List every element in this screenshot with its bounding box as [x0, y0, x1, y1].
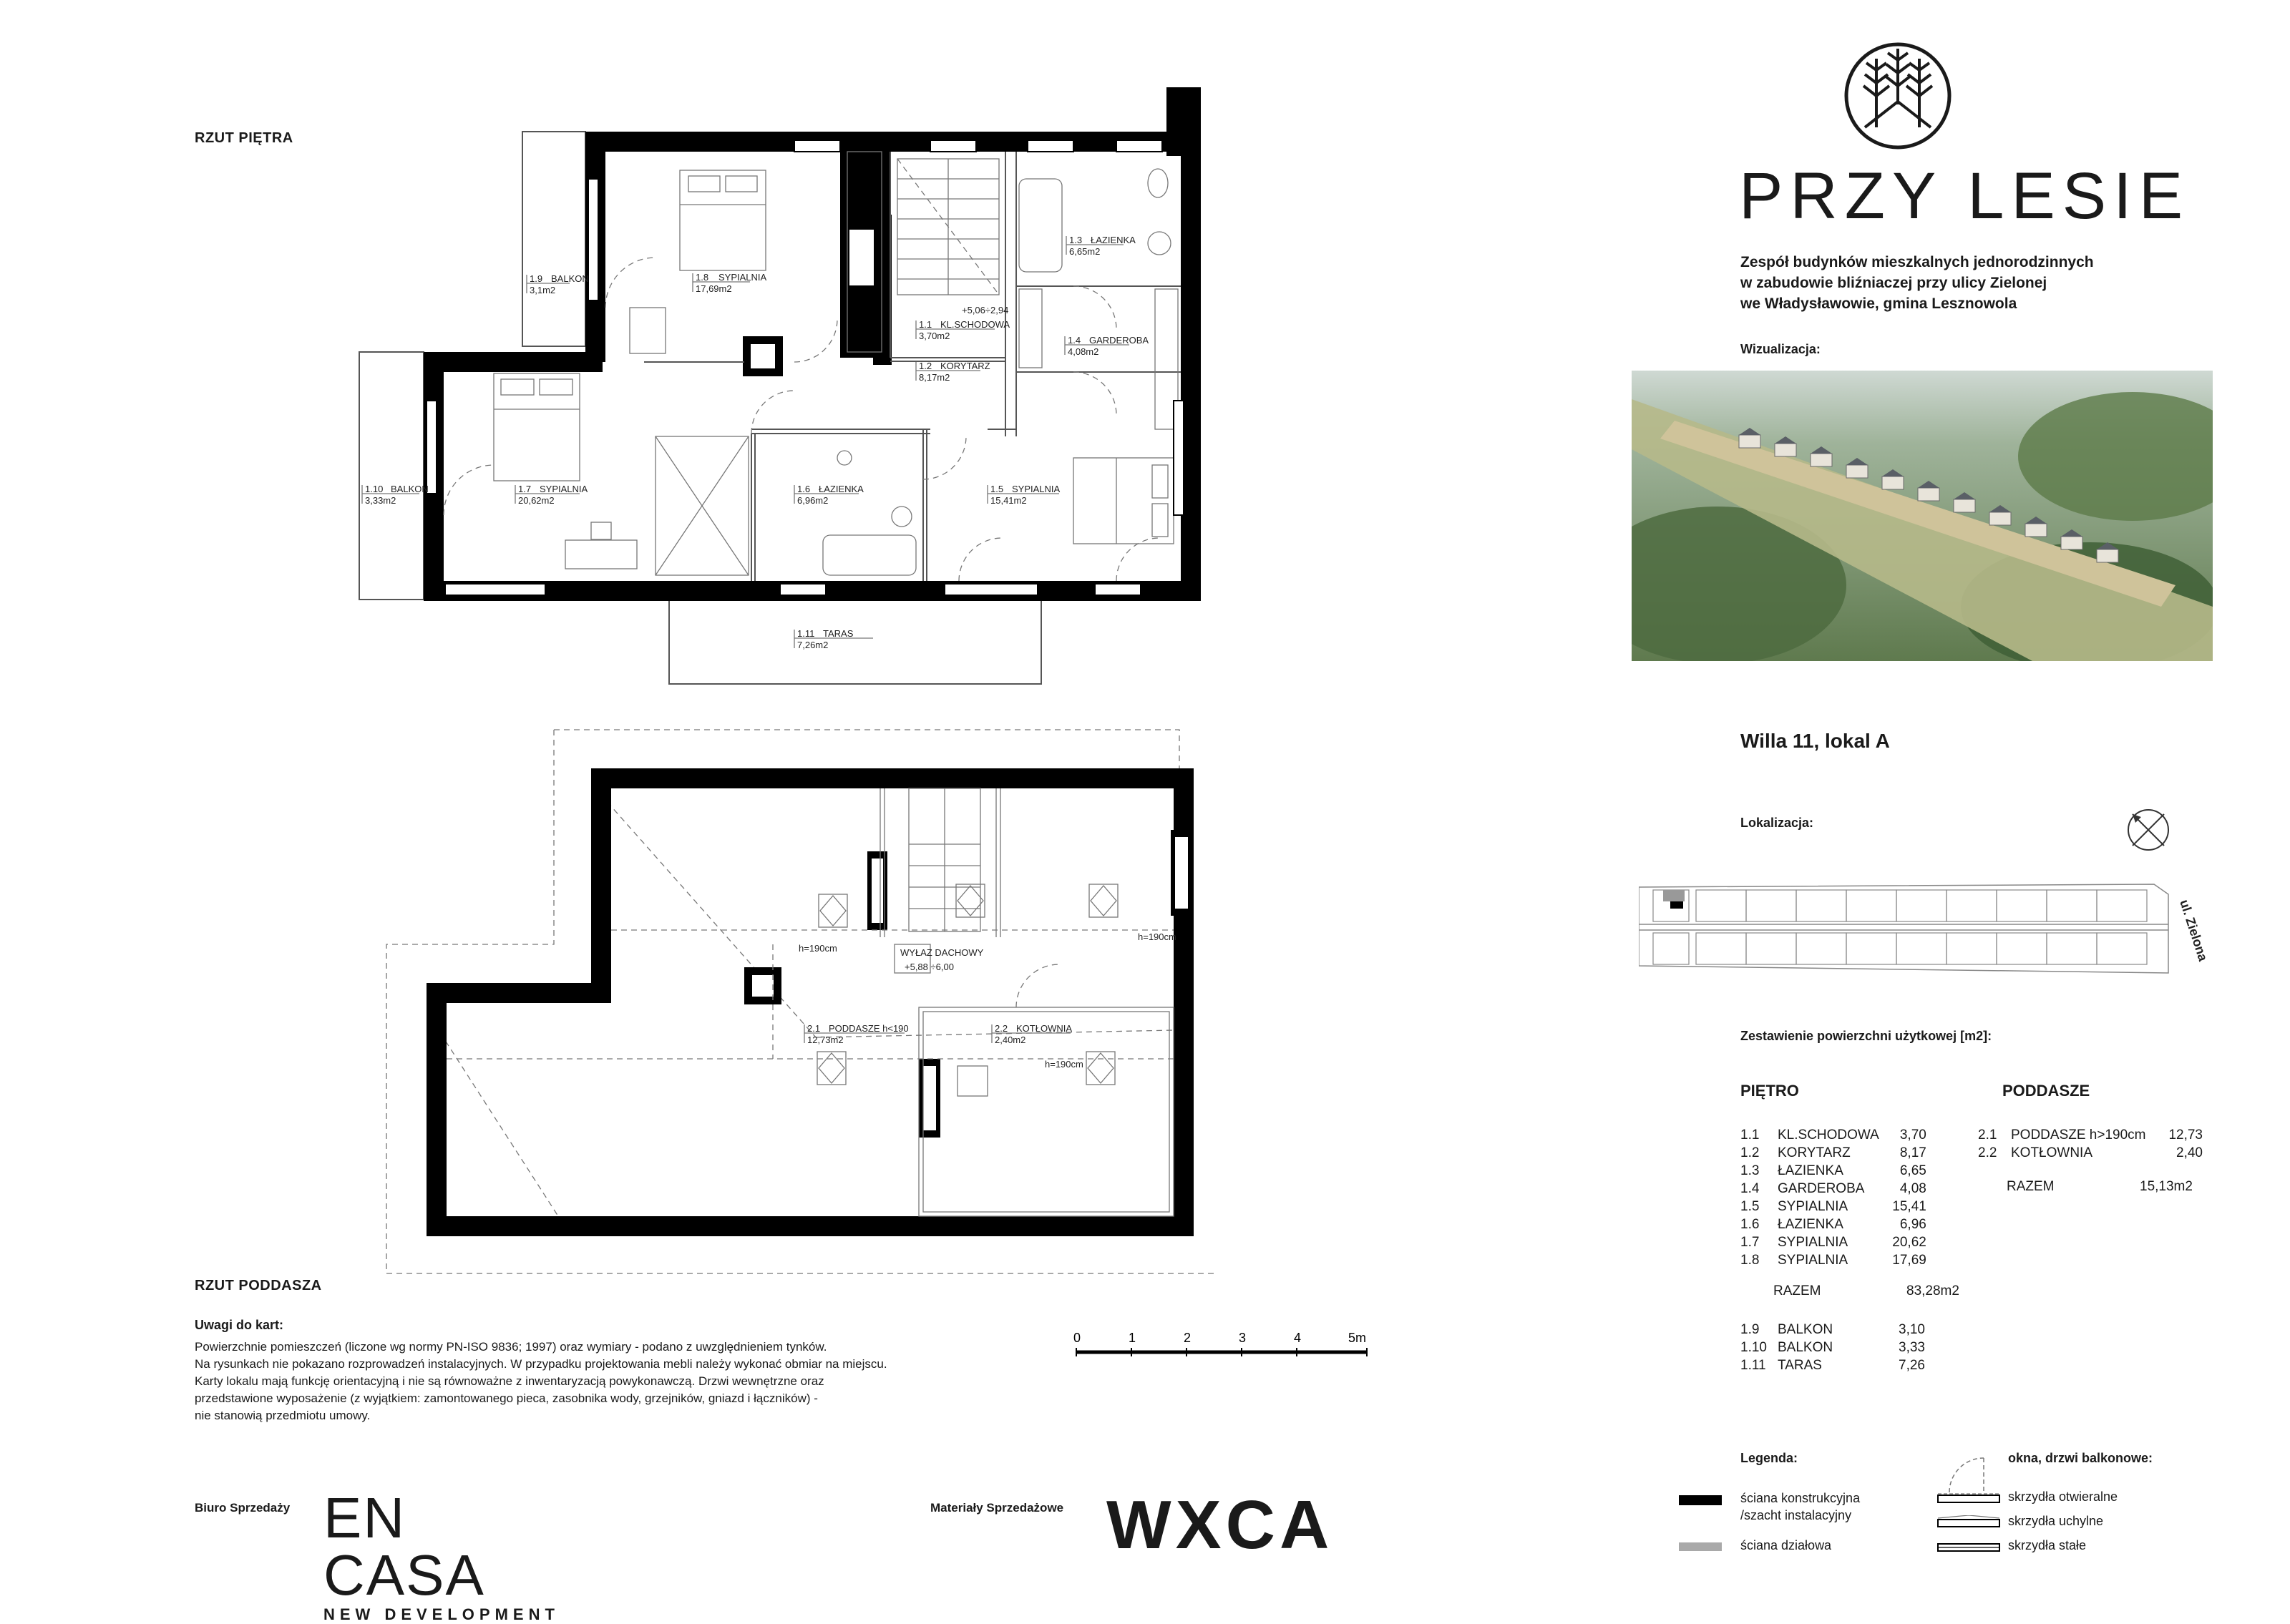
summary-title: Zestawienie powierzchni użytkowej [m2]: — [1740, 1029, 1992, 1043]
room-tag-1-11-no: 1.11 — [797, 628, 815, 639]
notes-line-5: nie stanowią przedmiotu umowy. — [195, 1409, 371, 1422]
legend-fixed: skrzydła stałe — [2008, 1538, 2087, 1552]
room-tag-1-8-name: SYPIALNIA — [718, 272, 767, 283]
materials-label: Materiały Sprzedażowe — [930, 1501, 1064, 1515]
row-no: 2.1 — [1978, 1127, 1997, 1143]
room-tag-2-1-area: 12,73m2 — [807, 1034, 844, 1045]
row-no: 1.10 — [1740, 1340, 1767, 1355]
room-tag-1-5-area: 15,41m2 — [990, 495, 1027, 506]
row-name: SYPIALNIA — [1778, 1199, 1848, 1214]
h190-label-2: h=190cm — [1138, 931, 1176, 942]
h190-label-1: h=190cm — [799, 943, 837, 954]
windows-title: okna, drzwi balkonowe: — [2008, 1451, 2153, 1465]
room-tag-2-2-name: KOTŁOWNIA — [1016, 1023, 1073, 1034]
scale-5: 5m — [1348, 1331, 1367, 1345]
row-no: 1.4 — [1740, 1181, 1760, 1196]
window-tilting-icon — [1936, 1515, 2001, 1530]
pietro-total-label: RAZEM — [1773, 1283, 1821, 1298]
room-tag-1-3-area: 6,65m2 — [1069, 246, 1101, 257]
terrace-1-11 — [669, 598, 1041, 684]
site-plan-map — [1639, 880, 2218, 987]
row-no: 1.1 — [1740, 1127, 1760, 1143]
window-opening-icon — [1936, 1491, 2001, 1505]
row-area: 3,33 — [1899, 1340, 1925, 1355]
room-tag-1-6-area: 6,96m2 — [797, 495, 829, 506]
row-name: PODDASZE h>190cm — [2011, 1127, 2146, 1143]
room-tag-1-10-name: BALKON — [391, 484, 429, 494]
summary-row — [1978, 1144, 2207, 1162]
attic-structural-walls — [427, 768, 1194, 1236]
balcony-1-10 — [359, 352, 424, 600]
row-area: 7,26 — [1899, 1358, 1925, 1373]
room-tag-1-6-name: ŁAZIENKA — [819, 484, 864, 494]
row-area: 6,65 — [1899, 1163, 1926, 1178]
poddasze-table — [1978, 1126, 2207, 1162]
legend-structural — [1740, 1490, 1860, 1524]
legend-partition: ściana działowa — [1740, 1538, 1832, 1552]
street-label: ul. Zielona — [2177, 898, 2211, 963]
notes-title: Uwagi do kart: — [195, 1318, 284, 1332]
room-tag-1-2-name: KORYTARZ — [940, 361, 990, 371]
brand-description — [1740, 252, 2094, 314]
scale-bar — [1066, 1329, 1381, 1362]
brand-desc-line-3: we Władysławowie, gmina Lesznowola — [1740, 295, 2017, 312]
row-area: 20,62 — [1892, 1235, 1926, 1250]
poddasze-total: 15,13m2 — [2140, 1179, 2193, 1194]
summary-row — [1740, 1126, 1931, 1144]
room-tag-1-1-area: 3,70m2 — [919, 331, 950, 341]
scale-3: 3 — [1239, 1331, 1247, 1345]
notes-block — [195, 1318, 1018, 1424]
room-tag-1-3-name: ŁAZIENKA — [1091, 235, 1136, 245]
row-no: 1.11 — [1740, 1358, 1766, 1373]
brand-desc-line-1: Zespół budynków mieszkalnych jednorodzinnych — [1740, 254, 2094, 270]
room-tag-1-2-no: 1.2 — [919, 361, 932, 371]
legend-structural-line-2: /szacht instalacyjny — [1740, 1508, 1852, 1522]
floor-staircase — [897, 159, 999, 295]
scale-2: 2 — [1184, 1331, 1192, 1345]
room-tag-1-5-name: SYPIALNIA — [1012, 484, 1061, 494]
row-name: GARDEROBA — [1778, 1181, 1865, 1196]
summary-row — [1740, 1215, 1931, 1233]
encasa-logo — [323, 1486, 567, 1624]
row-no: 1.8 — [1740, 1253, 1760, 1268]
legend-title: Legenda: — [1740, 1451, 1798, 1465]
row-area: 6,96 — [1899, 1217, 1926, 1232]
legend-tilting: skrzydła uchylne — [2008, 1514, 2104, 1528]
scale-4: 4 — [1294, 1331, 1302, 1345]
brand-desc-line-2: w zabudowie bliźniaczej przy ulicy Zielonej — [1740, 275, 2047, 291]
room-tag-1-7-name: SYPIALNIA — [540, 484, 588, 494]
scale-0: 0 — [1073, 1331, 1081, 1345]
aerial-visualization — [1632, 371, 2213, 661]
balcony-1-9 — [522, 132, 585, 346]
row-area: 3,70 — [1899, 1127, 1926, 1143]
unit-title: Willa 11, lokal A — [1740, 730, 1890, 752]
encasa-main: EN CASA — [323, 1486, 485, 1607]
floor-structural-walls — [424, 87, 1201, 601]
room-tag-1-10-no: 1.10 — [365, 484, 384, 494]
pietro-table — [1740, 1126, 1931, 1269]
room-tag-1-11-name: TARAS — [823, 628, 854, 639]
room-tag-1-8-no: 1.8 — [696, 272, 709, 283]
north-arrow-icon — [2125, 807, 2171, 853]
notes-line-3: Karty lokalu mają funkcję orientacyjną i nie są równoważne z inwentaryzacją powykonawczą. Drzwi wewnętrzne oraz — [195, 1374, 824, 1388]
floor-plan-title: RZUT PIĘTRA — [195, 130, 293, 146]
tree-logo-icon — [1843, 41, 1952, 150]
room-tag-1-4-area: 4,08m2 — [1068, 346, 1099, 357]
room-tag-1-3-no: 1.3 — [1069, 235, 1083, 245]
row-no: 1.3 — [1740, 1163, 1760, 1178]
poddasze-heading: PODDASZE — [2002, 1082, 2090, 1100]
room-tag-1-9-no: 1.9 — [530, 273, 543, 284]
row-no: 1.2 — [1740, 1145, 1760, 1160]
row-name: ŁAZIENKA — [1778, 1217, 1843, 1232]
room-tag-1-4-name: GARDEROBA — [1089, 335, 1149, 346]
attic-plan-title: RZUT PODDASZA — [195, 1278, 322, 1293]
notes-line-4: przedstawione wyposażenie (z wyjątkiem: zamontowanego pieca, zasobnika wody, grzejników, gniazd i łączników) - — [195, 1391, 818, 1405]
summary-row — [1740, 1321, 1929, 1339]
room-tag-2-2-area: 2,40m2 — [995, 1034, 1026, 1045]
legend-structural-line-1: ściana konstrukcyjna — [1740, 1491, 1861, 1505]
window-symbol-icon — [1944, 1452, 1994, 1495]
room-tag-1-7-area: 20,62m2 — [518, 495, 555, 506]
row-name: BALKON — [1778, 1322, 1833, 1337]
legend-partition-swatch — [1679, 1542, 1722, 1551]
notes-line-1: Powierzchnie pomieszczeń (liczone wg normy PN-ISO 9836; 1997) oraz wymiary - podano z uwzględnieniem tynków. — [195, 1340, 827, 1354]
legend-opening: skrzydła otwieralne — [2008, 1490, 2118, 1504]
summary-row — [1740, 1356, 1929, 1374]
room-tag-1-2-area: 8,17m2 — [919, 372, 950, 383]
floor-doors — [444, 258, 1159, 581]
room-tag-2-1-name: PODDASZE h<190 — [829, 1023, 909, 1034]
row-name: KL.SCHODOWA — [1778, 1127, 1879, 1143]
summary-row — [1740, 1233, 1931, 1251]
row-no: 2.2 — [1978, 1145, 1997, 1160]
room-tag-1-1-name: KL.SCHODOWA — [940, 319, 1010, 330]
brand-title: PRZY LESIE — [1739, 160, 2191, 233]
viz-label: Wizualizacja: — [1740, 342, 1821, 356]
row-area: 8,17 — [1899, 1145, 1926, 1160]
room-tag-1-10-area: 3,33m2 — [365, 495, 396, 506]
room-tag-1-1-no: 1.1 — [919, 319, 932, 330]
row-name: ŁAZIENKA — [1778, 1163, 1843, 1178]
room-tag-1-9-area: 3,1m2 — [530, 285, 556, 295]
room-tag-1-6-no: 1.6 — [797, 484, 811, 494]
row-no: 1.6 — [1740, 1217, 1760, 1232]
office-label: Biuro Sprzedaży — [195, 1501, 291, 1515]
floor-plans-drawing — [0, 0, 1217, 1288]
wxca-logo: WXCA — [1106, 1487, 1334, 1563]
row-area: 2,40 — [2176, 1145, 2203, 1160]
row-area: 15,41 — [1892, 1199, 1926, 1214]
row-name: TARAS — [1778, 1358, 1822, 1373]
row-no: 1.9 — [1740, 1322, 1760, 1337]
room-tag-1-5-no: 1.5 — [990, 484, 1004, 494]
row-area: 17,69 — [1892, 1253, 1926, 1268]
floor-levels: +5,06÷2,94 — [962, 305, 1009, 315]
window-fixed-icon — [1936, 1540, 2001, 1554]
room-tag-1-7-no: 1.7 — [518, 484, 532, 494]
row-name: KORYTARZ — [1778, 1145, 1851, 1160]
room-tag-1-11-area: 7,26m2 — [797, 640, 829, 650]
pietro-heading: PIĘTRO — [1740, 1082, 1799, 1100]
row-name: KOTŁOWNIA — [2011, 1145, 2093, 1160]
summary-row — [1740, 1198, 1931, 1215]
legend-structural-swatch — [1679, 1495, 1722, 1505]
summary-row — [1740, 1162, 1931, 1180]
row-no: 1.7 — [1740, 1235, 1760, 1250]
room-tag-2-2-no: 2.2 — [995, 1023, 1008, 1034]
row-area: 3,10 — [1899, 1322, 1925, 1337]
summary-row — [1978, 1126, 2207, 1144]
notes-line-2: Na rysunkach nie pokazano rozprowadzeń instalacyjnych. W przypadku projektowania mebli należy wykonać obmiar na miejscu. — [195, 1357, 887, 1371]
room-tag-1-8-area: 17,69m2 — [696, 283, 732, 294]
row-area: 12,73 — [2168, 1127, 2203, 1143]
row-name: BALKON — [1778, 1340, 1833, 1355]
attic-room-tags — [799, 931, 1176, 1070]
floor-partition-walls — [644, 152, 1181, 581]
location-label: Lokalizacja: — [1740, 816, 1814, 830]
summary-row — [1740, 1144, 1931, 1162]
row-name: SYPIALNIA — [1778, 1253, 1848, 1268]
room-tag-2-1-no: 2.1 — [807, 1023, 821, 1034]
room-tag-1-4-no: 1.4 — [1068, 335, 1081, 346]
pietro-total: 83,28m2 — [1906, 1283, 1959, 1298]
wylaz-label: WYŁAZ DACHOWY — [900, 947, 984, 958]
h190-label-3: h=190cm — [1045, 1059, 1083, 1070]
attic-levels: +5,88 ÷6,00 — [905, 962, 954, 972]
row-area: 4,08 — [1899, 1181, 1926, 1196]
row-no: 1.5 — [1740, 1199, 1760, 1214]
summary-row — [1740, 1180, 1931, 1198]
poddasze-total-label: RAZEM — [2007, 1179, 2055, 1194]
scale-1: 1 — [1129, 1331, 1136, 1345]
summary-row — [1740, 1251, 1931, 1269]
room-tag-1-9-name: BALKON — [551, 273, 589, 284]
outdoor-table — [1740, 1321, 1929, 1374]
encasa-sub: NEW DEVELOPMENT — [323, 1605, 560, 1623]
summary-row — [1740, 1339, 1929, 1356]
row-name: SYPIALNIA — [1778, 1235, 1848, 1250]
